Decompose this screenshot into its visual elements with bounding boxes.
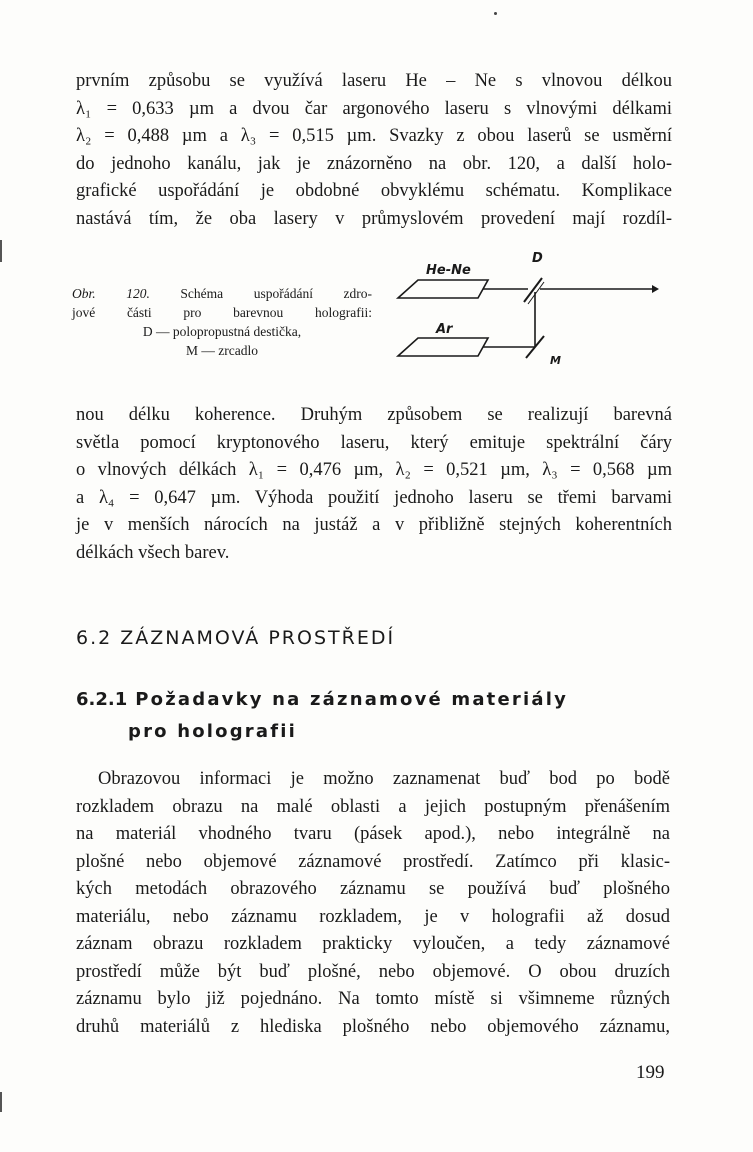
paragraph-1 [76, 68, 672, 233]
d-label: D [532, 251, 543, 266]
text-line: je v menších nárocích na justáž a v přibližně stejných koherentních [76, 515, 672, 535]
text-line: λ₁ = 0,633 µm a dvou čar argonového laseru s vlnovými délkami [76, 98, 672, 119]
text-line: λ₂ = 0,488 µm a λ₃ = 0,515 µm. Svazky z obou laserů se usměrní [76, 126, 672, 146]
caption-line-4: M — zrcadlo [186, 343, 258, 358]
section-number: 6.2 [76, 627, 113, 649]
text-line: nastává tím, že oba lasery v průmyslovém provedení mají rozdíl- [76, 208, 672, 229]
text-line: do jednoho kanálu, jak je znázorněno na obr. 120, a další holo- [76, 153, 672, 174]
text-line: Obrazovou informaci je možno zaznamenat buď bod po bodě [98, 769, 670, 789]
text-line: materiálu, nebo záznamu rozkladem, je v holografii až dosud [76, 906, 670, 927]
m-label: M [550, 354, 561, 367]
text-line: plošné nebo objemové záznamové prostředí. Zatímco při klasic- [76, 851, 670, 872]
text-line: světla pomocí kryptonového laseru, který emituje spektrální čáry [76, 432, 672, 453]
d-plate [524, 278, 542, 302]
ar-laser [398, 338, 488, 356]
caption-text: Schéma uspořádání zdro- [180, 286, 372, 301]
caption-line-1 [72, 284, 372, 303]
text-line: na materiál vhodného tvaru (pásek apod.), nebo integrálně na [76, 824, 670, 844]
page-number: 199 [636, 1062, 665, 1083]
text-line: druhů materiálů z hlediska plošného nebo objemového záznamu, [76, 1016, 670, 1037]
subsection-title-line-2: pro holografii [128, 721, 297, 742]
ar-label: Ar [436, 322, 453, 337]
scan-edge-mark [0, 240, 2, 262]
subsection-title-line-1: Požadavky na záznamové materiály [135, 689, 568, 710]
caption-line-2: jové části pro barevnou holografii: [72, 305, 372, 320]
figure-label: Obr. 120. [72, 286, 150, 301]
text-line: kých metodách obrazového záznamu se používá buď plošného [76, 879, 670, 899]
text-line: délkách všech barev. [76, 542, 230, 563]
he-ne-label: He-Ne [426, 263, 471, 278]
text-line: a λ₄ = 0,647 µm. Výhoda použití jednoho laseru se třemi barvami [76, 487, 672, 508]
paragraph-3 [76, 766, 670, 1041]
text-line: rozkladem obrazu na malé oblasti a jejich postupným přenášením [76, 796, 670, 817]
text-line: o vlnových délkách λ₁ = 0,476 µm, λ₂ = 0,521 µm, λ₃ = 0,568 µm [76, 460, 672, 480]
print-speck [494, 12, 497, 15]
figure-caption [72, 284, 372, 360]
section-heading [76, 627, 395, 649]
subsection-number: 6.2.1 [76, 689, 128, 710]
subsection-heading [76, 684, 568, 748]
text-line: záznam obrazu rozkladem prakticky vyloučen, a tedy záznamové [76, 934, 670, 954]
text-line: nou délku koherence. Druhým způsobem se realizují barevná [76, 405, 672, 425]
scan-edge-mark [0, 1092, 2, 1112]
he-ne-laser [398, 280, 488, 298]
text-line: grafické uspořádání je obdobné obvyklému schématu. Komplikace [76, 181, 672, 201]
text-line: prostředí může být buď plošné, nebo objemové. O obou druzích [76, 961, 670, 982]
section-title: ZÁZNAMOVÁ PROSTŘEDÍ [120, 627, 396, 649]
caption-line-3: D — polopropustná destička, [142, 324, 302, 339]
output-arrow [652, 285, 659, 293]
laser-source-diagram [390, 250, 660, 380]
paragraph-2 [76, 402, 672, 567]
text-line: prvním způsobu se využívá laseru He – Ne s vlnovou délkou [76, 71, 672, 91]
text-line: záznamu bylo již pojednáno. Na tomto místě si všimneme různých [76, 989, 670, 1009]
